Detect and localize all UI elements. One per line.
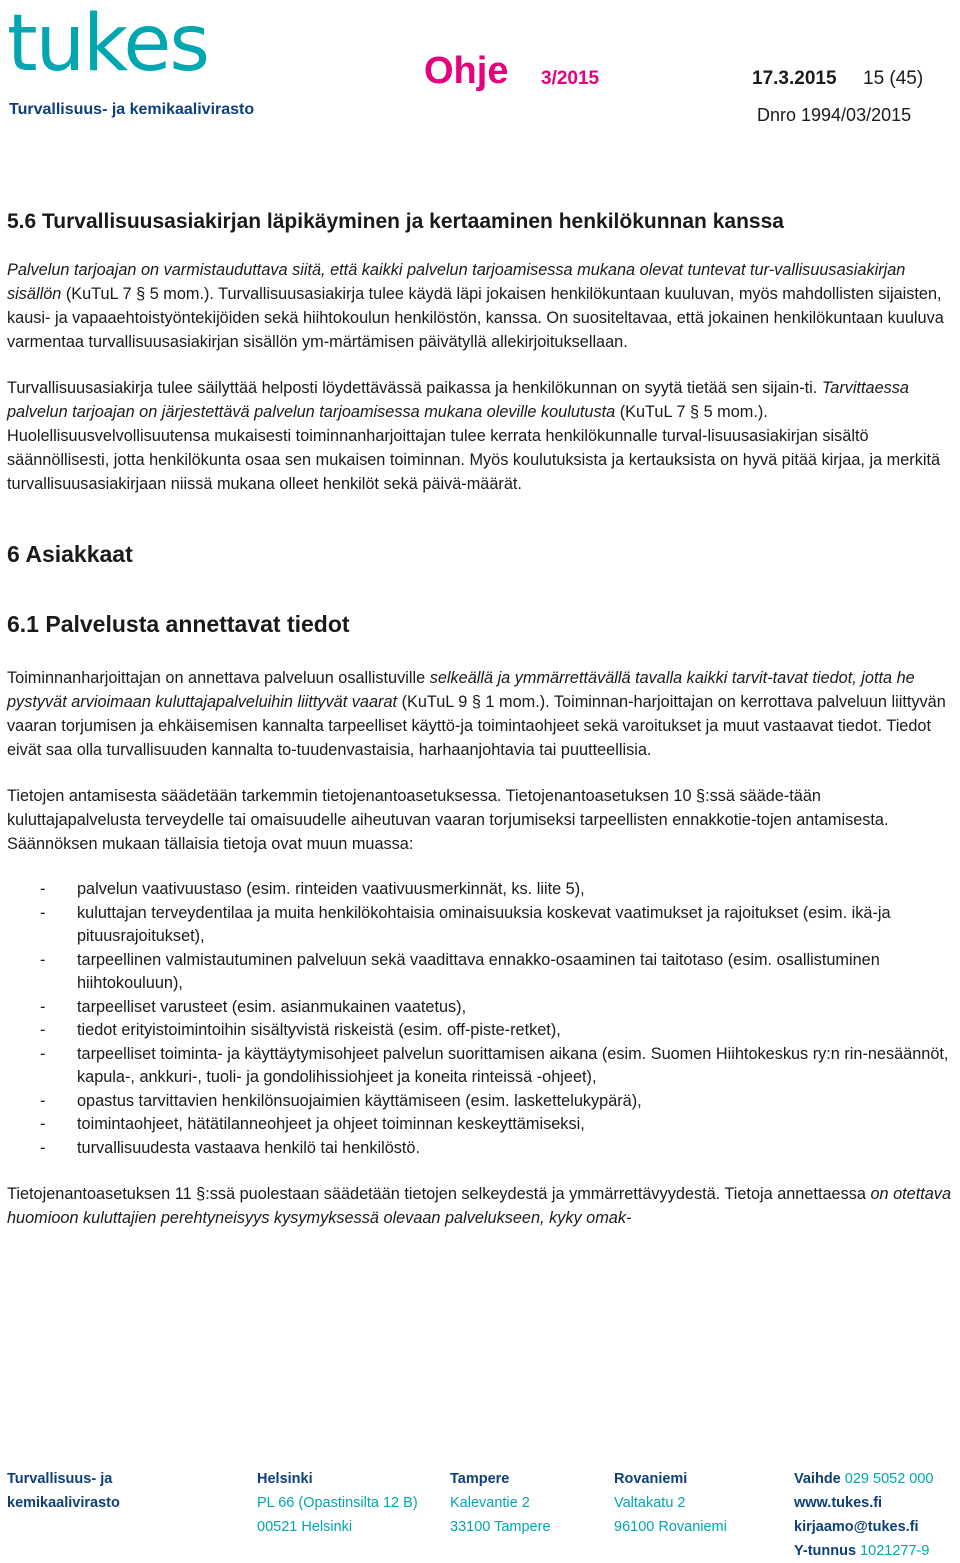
list-item: - palvelun vaativuustaso (esim. rinteiden vaativuusmerkinnät, ks. liite 5), <box>40 880 585 898</box>
logo-tagline: Turvallisuus- ja kemikaalivirasto <box>9 101 255 118</box>
list-item: - turvallisuudesta vastaava henkilö tai henkilöstö. <box>40 1138 421 1157</box>
paragraph-5-6-2: Turvallisuusasiakirja tulee säilyttää helposti löydettävässä paikassa ja henkilökunnan on syytä tietää sen sijain-ti. Tarvittaessa palvelun tarjoajan on järjestettävä palvelun tarjoamisessa mukana oleville koulutusta (KuTuL 7 § 5 mom.). Huolellisuusvelvollisuutensa mukaisesti toiminnanharjoittajan tulee kerrata henkilökunnalle turval-lisuusasiakirjan sisältö säännöllisesti, jotta henkilökunta osaa sen mukaisen toiminnan. Myös koulutuksista ja kertauksista on hyvä pitää kirjaa, ja merkitä turvallisuusasiakirjaan niissä mukana olleet henkilöt sekä päivä-määrät. <box>7 379 941 493</box>
heading-6-1: 6.1 Palvelusta annettavat tiedot <box>7 611 350 637</box>
italic-text: Tarvittaessa palvelun tarjoajan on järjestettävä palvelun tarjoamisessa mukana oleville koulutusta <box>7 379 909 421</box>
document-number: 3/2015 <box>541 68 600 89</box>
heading-5-6: 5.6 Turvallisuusasiakirjan läpikäyminen ja kertaaminen henkilökunnan kanssa <box>7 210 784 233</box>
paragraph-5-6-1: Palvelun tarjoajan on varmistauduttava siitä, että kaikki palvelun tarjoamisessa mukana olevat tuntevat tur-vallisuusasiakirjan sisällön (KuTuL 7 § 5 mom.). Turvallisuusasiakirja tulee käydä läpi jokaisen henkilökuntaan kuuluvan, myös mahdollisten sijaisten, kausi- ja vapaaehtoistyöntekijöiden sekä hiihtokoulun henkilöstön, kanssa. On suositeltavaa, että jokainen henkilökuntaan kuuluva varmentaa turvallisuusasiakirjan sisällön ym-märtämisen päivätyllä allekirjoituksellaan. <box>7 261 944 351</box>
paragraph-6-1-3: Tietojenantoasetuksen 11 §:ssä puolestaan säädetään tietojen selkeydestä ja ymmärrettävyydestä. Tietoja annettaessa on otettava huomioon kuluttajien perehtyneisyys kysymyksessä olevaan palvelukseen, kyky omak- <box>7 1185 952 1227</box>
paragraph-6-1-1: Toiminnanharjoittajan on annettava palveluun osallistuville selkeällä ja ymmärrettävällä tavalla kaikki tarvit-tavat tiedot, jotta he pystyvät arvioimaan kuluttajapalveluihin liittyvät vaarat (KuTuL 9 § 1 mom.). Toiminnan-harjoittajan on kerrottava palveluun liittyvän vaaran torjumisen ja ehkäisemisen kannalta tarpeelliset käyttö-ja toimintaohjeet sekä varoitukset ja muut vastaavat tiedot. Tiedot eivät saa olla turvallisuuden kannalta to-tuudenvastaisia, harhaanjohtavia tai puutteellisia. <box>7 669 946 759</box>
document-type: Ohje <box>424 50 509 92</box>
heading-6: 6 Asiakkaat <box>7 541 133 567</box>
list-item: - tarpeelliset toiminta- ja käyttäytymisohjeet palvelun suorittamisen aikana (esim. Suomen Hiihtokeskus ry:n rin-nesäännöt, kapula-, ankkuri-, tuoli- ja gondolihissiohjeet ja koneita rinteissä -ohjeet), <box>40 1044 949 1086</box>
document-date: 17.3.2015 <box>752 68 837 89</box>
tukes-logo <box>7 0 257 123</box>
page-footer <box>7 1467 957 1559</box>
list-item: - opastus tarvittavien henkilönsuojaimien käyttämiseen (esim. laskettelukypärä), <box>40 1091 642 1110</box>
italic-text: selkeällä ja ymmärrettävällä tavalla kaikki tarvit-tavat tiedot, jotta he pystyvät arvioimaan kuluttajapalveluihin liittyvät vaarat <box>7 669 915 711</box>
italic-text: Palvelun tarjoajan on varmistauduttava siitä, että kaikki palvelun tarjoamisessa mukana olevat tuntevat tur-vallisuusasiakirjan sisällön <box>7 261 906 303</box>
footer-org: Turvallisuus- ja kemikaalivirasto <box>7 1471 120 1511</box>
list-item: - tarpeellinen valmistautuminen palveluun sekä vaadittava ennakko-osaaminen tai taitotaso (esim. osallistuminen hiihtokouluun), <box>40 950 880 992</box>
footer-rovaniemi: Rovaniemi Valtakatu 2 96100 Rovaniemi <box>614 1471 727 1535</box>
footer-contact: Vaihde 029 5052 000 www.tukes.fi kirjaamo@tukes.fi Y-tunnus 1021277-9 <box>794 1471 934 1559</box>
document-body <box>7 202 957 1230</box>
diary-number: Dnro 1994/03/2015 <box>757 105 912 125</box>
footer-helsinki: Helsinki PL 66 (Opastinsilta 12 B) 00521 Helsinki <box>257 1471 418 1535</box>
logo-wordmark: tukes <box>7 0 209 89</box>
footer-email-link[interactable]: kirjaamo@tukes.fi <box>794 1519 919 1535</box>
page-number: 15 (45) <box>863 68 924 89</box>
list-item: - tarpeelliset varusteet (esim. asianmukainen vaatetus), <box>40 997 467 1016</box>
list-item: - tiedot erityistoimintoihin sisältyvistä riskeistä (esim. off-piste-retket), <box>40 1021 561 1039</box>
info-list <box>7 878 957 1160</box>
paragraph-6-1-2: Tietojen antamisesta säädetään tarkemmin tietojenantoasetuksessa. Tietojenantoasetuksen 10 §:ssä sääde-tään kuluttajapalvelusta terveydelle tai omaisuudelle aiheutuvan vaaran torjumiseksi tarpeellisten ennakkotie-tojen antamisesta. Säännöksen mukaan tällaisia tietoja ovat muun muassa: <box>7 787 889 853</box>
footer-tampere: Tampere Kalevantie 2 33100 Tampere <box>450 1471 551 1535</box>
list-item: - kuluttajan terveydentilaa ja muita henkilökohtaisia ominaisuuksia koskevat vaatimukset ja rajoitukset (esim. ikä-ja pituusrajoitukset), <box>40 903 891 945</box>
italic-text: on otettava huomioon kuluttajien perehtyneisyys kysymyksessä olevaan palvelukseen, kyky omak- <box>7 1185 952 1227</box>
footer-web-link[interactable]: www.tukes.fi <box>794 1495 883 1511</box>
list-item: - toimintaohjeet, hätätilanneohjeet ja ohjeet toiminnan keskeyttämiseksi, <box>40 1115 585 1133</box>
